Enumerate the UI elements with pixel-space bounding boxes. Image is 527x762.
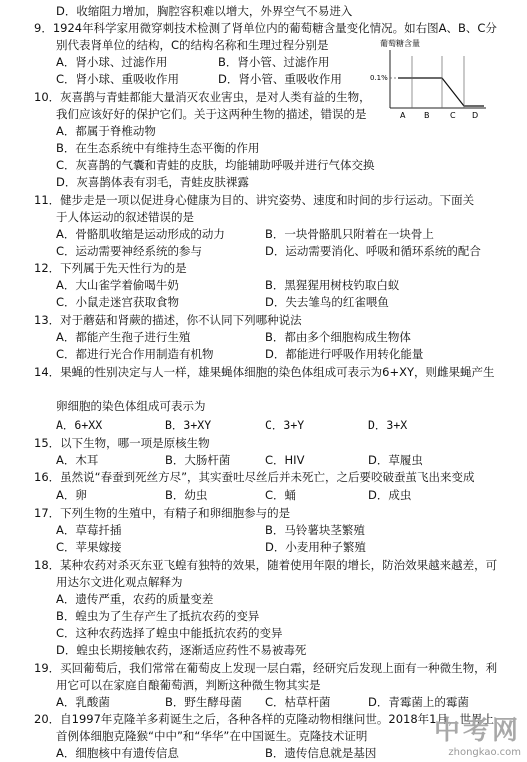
q9-option-b: B．肾小管、过滤作用 xyxy=(218,55,330,69)
q12-option-d: D．失去雏鸟的红雀喂鱼 xyxy=(265,295,389,309)
graph-xtick-d: D xyxy=(472,111,479,120)
watermark-sub: zhongkao.com xyxy=(448,747,521,758)
q16-line1: 16．虽然说“春蚕到死丝方尽”，其实蚕吐尽丝后并未死亡，之后要咬破蚕茧飞出来变成 xyxy=(34,470,475,484)
glucose-graph xyxy=(368,36,492,122)
q20-line2: 首例体细胞克隆猴“中中”和“华华”在中国诞生。克隆技术证明 xyxy=(56,729,368,743)
graph-xtick-a: A xyxy=(400,111,406,120)
q12-line1: 12．下列属于先天性行为的是 xyxy=(34,261,187,275)
watermark-logo xyxy=(434,710,521,758)
q8-option-d: D．收缩阻力增加，胸腔容积难以增大，外界空气不易进入 xyxy=(56,4,353,18)
q19-line1: 19．买回葡萄后，我们常常在葡萄皮上发现一层白霜，经研究后发现上面有一种微生物，利 xyxy=(34,661,498,675)
q18-option-c: C．这种农药选择了蝗虫中能抵抗农药的变异 xyxy=(56,626,283,640)
q10-option-d: D．灰喜鹊体表有羽毛，青蛙皮肤裸露 xyxy=(56,175,249,189)
q14-option-c: C．3+Y xyxy=(265,418,305,432)
q18-option-a: A．遗传严重，农药的质量变差 xyxy=(56,592,214,606)
q12-option-c: C．小鼠走迷宫获取食物 xyxy=(56,295,180,309)
q16-option-a: A．卵 xyxy=(56,488,87,502)
watermark-main: 中考网 xyxy=(433,716,521,746)
q12-option-b: B．黑猩猩用树枝钓取白蚁 xyxy=(265,278,400,292)
q13-option-d: D．都能进行呼吸作用转化能量 xyxy=(265,347,424,361)
q16-option-b: B．幼虫 xyxy=(165,488,208,502)
graph-ylabel: 葡萄糖含量 xyxy=(380,39,420,48)
q13-line1: 13．对于蘑菇和肾蕨的描述，你不认同下列哪种说法 xyxy=(34,313,302,327)
q18-line1: 18．某种农药对杀灭东亚飞蝗有独特的效果，随着使用年限的增长，防治效果越来越差，可 xyxy=(34,558,498,572)
graph-curve xyxy=(398,78,484,106)
q13-option-a: A．都能产生孢子进行生殖 xyxy=(56,330,191,344)
q17-option-b: B．马铃薯块茎繁殖 xyxy=(265,523,365,537)
q13-option-c: C．都进行光合作用制造有机物 xyxy=(56,347,214,361)
q11-line2: 于人体运动的叙述错误的是 xyxy=(56,210,194,224)
q18-line2: 用达尔文进化观点解释为 xyxy=(56,575,183,589)
q10-line2: 我们应该好好的保护它们。关于这两种生物的描述，错误的是 xyxy=(56,107,367,121)
q10-option-b: B．在生态系统中有维持生态平衡的作用 xyxy=(56,141,260,155)
q19-option-a: A．乳酸菌 xyxy=(56,695,110,709)
q14-line2: 卵细胞的染色体组成可表示为 xyxy=(56,399,206,413)
q9-option-d: D．肾小管、重吸收作用 xyxy=(218,72,342,86)
q11-line1: 11．健步走是一项以促进身心健康为目的、讲究姿势、速度和时间的步行运动。下面关 xyxy=(34,193,475,207)
q10-line1: 10．灰喜鹊与青蛙都能大量消灭农业害虫，是对人类有益的生物， xyxy=(34,90,371,104)
q15-option-a: A．木耳 xyxy=(56,453,99,467)
q19-line2: 用它可以在家庭自酿葡萄酒，判断这种微生物其实是 xyxy=(56,678,321,692)
q18-option-b: B．蝗虫为了生存产生了抵抗农药的变异 xyxy=(56,609,260,623)
q20-line1: 20．自1997年克隆羊多莉诞生之后，各种各样的克隆动物相继问世。2018年1月，世界上 xyxy=(34,712,494,726)
graph-xtick-c: C xyxy=(450,111,456,120)
q20-option-a: A．细胞核中有遗传信息 xyxy=(56,746,179,760)
q11-option-c: C．运动需要神经系统的参与 xyxy=(56,244,203,258)
q11-option-a: A．骨骼肌收缩是运动形成的动力 xyxy=(56,227,225,241)
q16-option-c: C．蛹 xyxy=(265,488,297,502)
q10-option-a: A．都属于脊椎动物 xyxy=(56,124,156,138)
q15-option-d: D．草履虫 xyxy=(368,453,423,467)
q15-option-c: C．HIV xyxy=(265,453,305,467)
q15-line1: 15．以下生物，哪一项是原核生物 xyxy=(34,436,210,450)
q9-line2: 别代表肾单位的结构，C的结构名称和生理过程分别是 xyxy=(56,38,329,52)
q19-option-b: B．野生酵母菌 xyxy=(165,695,242,709)
q9-option-a: A．肾小球、过滤作用 xyxy=(56,55,168,69)
q14-option-d: D．3+X xyxy=(368,418,408,432)
q12-option-a: A．大山雀学着偷喝牛奶 xyxy=(56,278,179,292)
q10-option-c: C．灰喜鹊的气囊和青蛙的皮肤，均能辅助呼吸并进行气体交换 xyxy=(56,158,375,172)
graph-xtick-b: B xyxy=(424,111,430,120)
q9-line1: 9．1924年科学家用微穿刺技术检测了肾单位内的葡萄糖含量变化情况。如右图A、B、C分 xyxy=(34,21,497,35)
q17-option-d: D．小麦用种子繁殖 xyxy=(265,540,366,554)
q11-option-d: D．运动需要消化、呼吸和循环系统的配合 xyxy=(265,244,481,258)
q14-option-b: B．3+XY xyxy=(165,418,212,432)
q13-option-b: B．都由多个细胞构成生物体 xyxy=(265,330,411,344)
q15-option-b: B．大肠杆菌 xyxy=(165,453,231,467)
q9-option-c: C．肾小球、重吸收作用 xyxy=(56,72,180,86)
q18-option-d: D．蝗虫长期接触农药，逐渐适应药性不易被毒死 xyxy=(56,643,307,657)
q14-line1: 14．果蝇的性别决定与人一样，雄果蝇体细胞的染色体组成可表示为6+XY，则雌果蝇产生 xyxy=(34,365,495,379)
q17-option-a: A．草莓扦插 xyxy=(56,523,122,537)
q14-option-a: A．6+XX xyxy=(56,418,103,432)
q16-option-d: D．成虫 xyxy=(368,488,412,502)
q11-option-b: B．一块骨骼肌只附着在一块骨上 xyxy=(265,227,434,241)
q17-line1: 17．下列生物的生殖中，有精子和卵细胞参与的是 xyxy=(34,506,291,520)
q19-option-d: D．青霉菌上的霉菌 xyxy=(368,695,469,709)
q17-option-c: C．苹果嫁接 xyxy=(56,540,122,554)
graph-ytick: 0.1% xyxy=(370,74,388,82)
q20-option-b: B．遗传信息就是基因 xyxy=(265,746,377,760)
q19-option-c: C．枯草杆菌 xyxy=(265,695,331,709)
